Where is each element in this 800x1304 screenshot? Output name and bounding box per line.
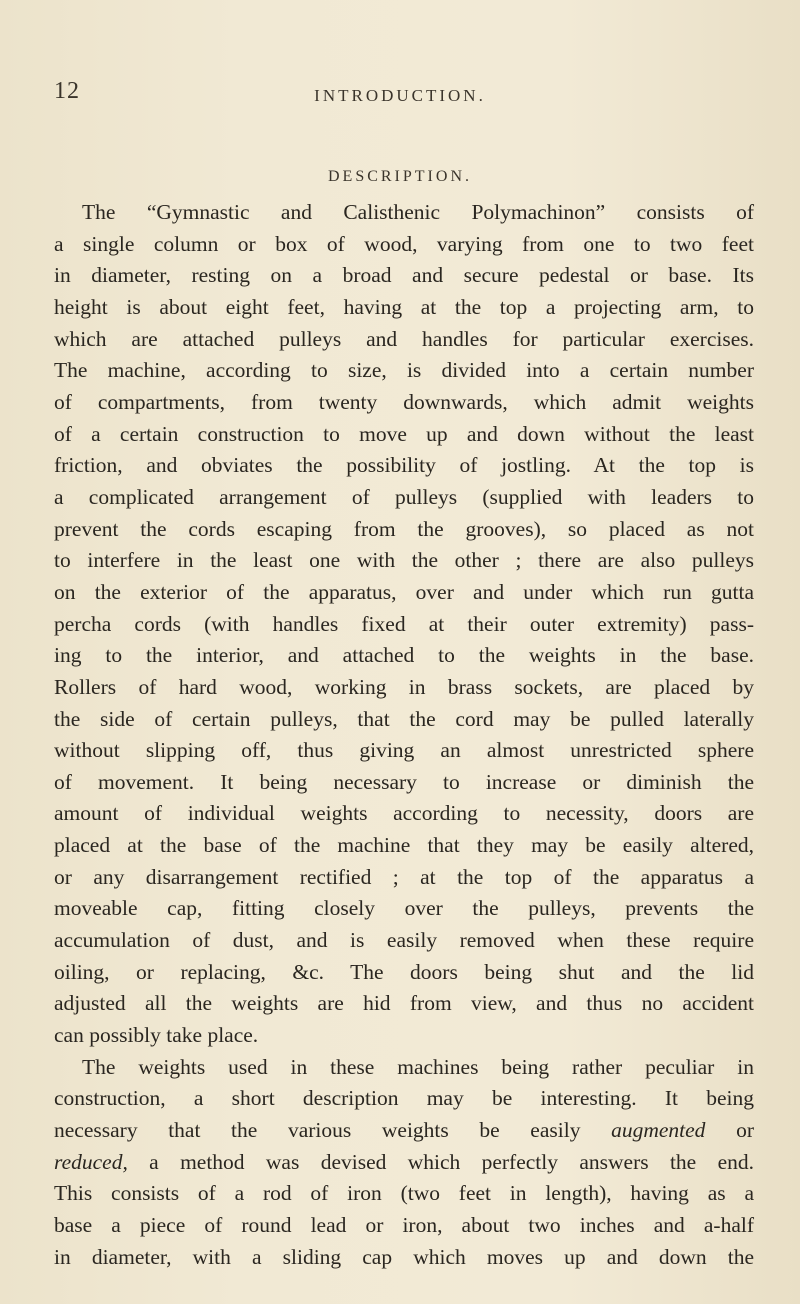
text-line: amount of individual weights according to necessity, doors are — [54, 801, 754, 826]
running-head: INTRODUCTION. — [314, 86, 486, 105]
text-line: ing to the interior, and attached to the weights in the base. — [54, 643, 754, 668]
text-line: The weights used in these machines being rather peculiar in — [82, 1054, 754, 1079]
text-line: accumulation of dust, and is easily removed when these require — [54, 928, 754, 953]
page-number: 12 — [54, 78, 80, 104]
text-line: a complicated arrangement of pulleys (supplied with leaders to — [54, 484, 754, 509]
text-line — [54, 1147, 754, 1179]
text-line: placed at the base of the machine that they may be easily altered, — [54, 833, 754, 858]
text-line: of a certain construction to move up and down without the least — [54, 421, 754, 446]
body-text — [54, 197, 754, 1273]
section-title: DESCRIPTION. — [327, 168, 472, 185]
text-line: prevent the cords escaping from the grooves), so placed as not — [54, 516, 754, 541]
text-line: of movement. It being necessary to increase or diminish the — [54, 769, 754, 794]
text-line — [54, 1115, 754, 1147]
text-line: base a piece of round lead or iron, about two inches and a-half — [54, 1213, 754, 1237]
text-line: can possibly take place. — [54, 1023, 259, 1048]
text-run: or — [705, 1118, 754, 1143]
text-line: in diameter, with a sliding cap which moves up and down the — [54, 1244, 754, 1269]
text-line: moveable cap, fitting closely over the pulleys, prevents the — [54, 896, 754, 921]
italic-word: augmented — [611, 1118, 706, 1143]
text-run: necessary that the various weights be easily — [54, 1118, 612, 1143]
text-line: construction, a short description may be interesting. It being — [54, 1086, 754, 1111]
text-line: on the exterior of the apparatus, over and under which run gutta — [54, 579, 754, 604]
text-line: adjusted all the weights are hid from view, and thus no accident — [54, 991, 754, 1016]
paragraph-weights — [54, 1052, 754, 1274]
text-run: a method was devised which perfectly answers the end. — [127, 1149, 754, 1174]
text-line: which are attached pulleys and handles for particular exercises. — [54, 326, 754, 351]
text-line: friction, and obviates the possibility of jostling. At the top is — [54, 453, 754, 478]
text-line: or any disarrangement rectified ; at the top of the apparatus a — [54, 864, 754, 889]
text-line: a single column or box of wood, varying from one to two feet — [54, 231, 754, 256]
text-line: without slipping off, thus giving an almost unrestricted sphere — [54, 738, 754, 763]
text-line: height is about eight feet, having at the top a projecting arm, to — [54, 294, 754, 319]
text-line: oiling, or replacing, &c. The doors being shut and the lid — [54, 959, 754, 984]
text-line: The machine, according to size, is divided into a certain number — [54, 358, 754, 383]
text-line: Rollers of hard wood, working in brass sockets, are placed by — [54, 674, 754, 699]
paragraph-description — [54, 197, 754, 1052]
text-line: This consists of a rod of iron (two feet in length), having as a — [54, 1181, 754, 1206]
text-line: The “Gymnastic and Calisthenic Polymachinon” consists of — [82, 200, 754, 224]
text-line: of compartments, from twenty downwards, which admit weights — [54, 389, 754, 414]
text-line: to interfere in the least one with the other ; there are also pulleys — [54, 548, 754, 573]
text-line: percha cords (with handles fixed at their outer extremity) pass- — [54, 611, 754, 636]
text-line: in diameter, resting on a broad and secure pedestal or base. Its — [54, 263, 754, 288]
text-line: the side of certain pulleys, that the cord may be pulled laterally — [54, 706, 754, 731]
italic-word: reduced, — [54, 1149, 128, 1174]
